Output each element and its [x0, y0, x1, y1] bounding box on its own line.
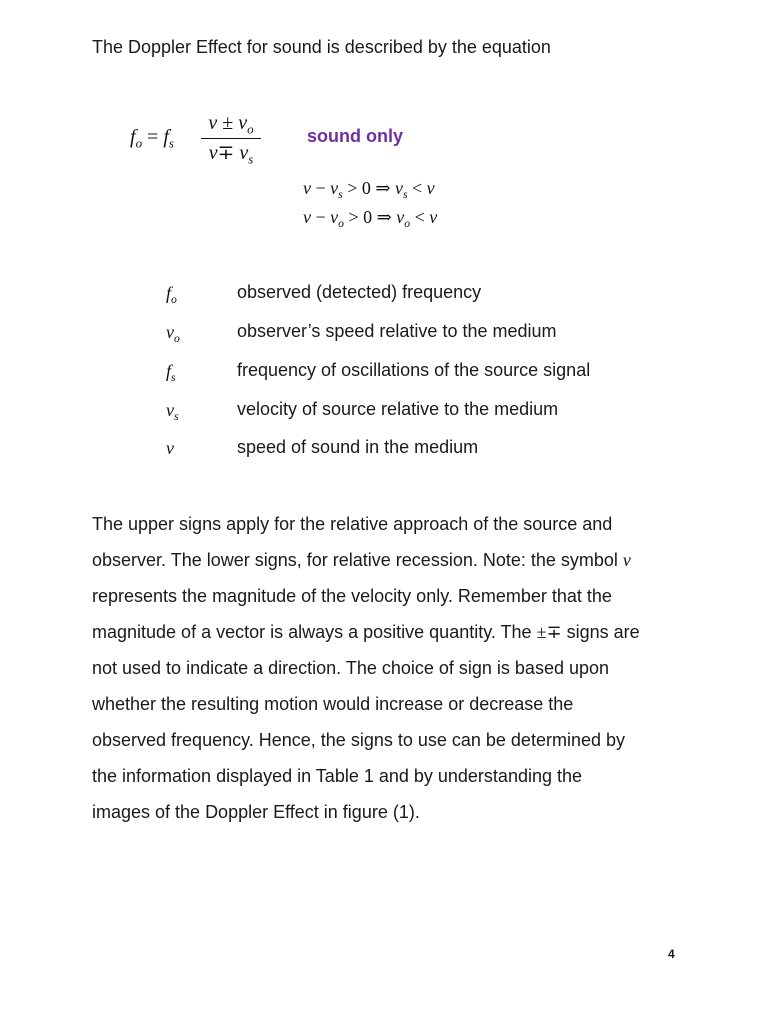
fraction-denominator: $v\mp v_s$: [208, 142, 254, 167]
equation-fraction: [203, 112, 259, 165]
paragraph-line: whether the resulting motion would increase or decrease the: [92, 694, 574, 714]
definition-symbol: $v_s$: [166, 400, 179, 424]
definition-row: [0, 358, 768, 386]
paragraph-line: observed frequency. Hence, the signs to use can be determined by: [92, 730, 625, 750]
definition-text: observer’s speed relative to the medium: [237, 321, 557, 341]
eq-fs: $f_s$: [163, 126, 174, 151]
definition-text: speed of sound in the medium: [237, 437, 479, 457]
inline-symbol-plus-minus: ±∓: [536, 622, 562, 642]
paragraph-line: represents the magnitude of the velocity only. Remember that the: [92, 586, 612, 606]
definition-text: frequency of oscillations of the source signal: [237, 360, 591, 380]
definition-row: [0, 435, 768, 463]
fraction-numerator: $v \pm v_o$: [208, 112, 254, 137]
definition-row: [0, 280, 768, 308]
definition-row: [0, 319, 768, 347]
definition-symbol: $f_o$: [166, 283, 177, 307]
eq-equals: =: [147, 126, 159, 148]
eq-fo: $f_o$: [130, 126, 143, 151]
equation-lhs: [130, 126, 174, 149]
paragraph-line: images of the Doppler Effect in figure (1).: [92, 802, 420, 822]
paragraph-line: not used to indicate a direction. The choice of sign is based upon: [92, 658, 610, 678]
paragraph-line: the information displayed in Table 1 and by understanding the: [92, 766, 583, 786]
page-number: 4: [668, 947, 675, 961]
definition-symbol: v: [166, 438, 174, 458]
paragraph-line: The upper signs apply for the relative approach of the source and: [92, 514, 613, 534]
definition-text: observed (detected) frequency: [237, 282, 482, 302]
doppler-equation: [130, 112, 270, 172]
body-paragraph: [92, 506, 692, 830]
definition-row: [0, 397, 768, 425]
paragraph-line: magnitude of a vector is always a positive quantity. The ±∓ signs are: [92, 622, 640, 642]
definition-symbol: $v_o$: [166, 322, 180, 346]
paragraph-line: observer. The lower signs, for relative recession. Note: the symbol v: [92, 550, 631, 570]
definition-symbol: $f_s$: [166, 361, 176, 385]
definition-text: velocity of source relative to the medium: [237, 399, 559, 419]
condition-observer: $v - v_o > 0$ ⇒ $v_o < v$: [303, 207, 438, 231]
intro-text: The Doppler Effect for sound is described by the equation: [92, 37, 551, 57]
inline-symbol-v: v: [622, 550, 631, 570]
condition-source: $v - v_s > 0$ ⇒ $v_s < v$: [303, 178, 435, 202]
sound-only-label: sound only: [307, 126, 403, 146]
